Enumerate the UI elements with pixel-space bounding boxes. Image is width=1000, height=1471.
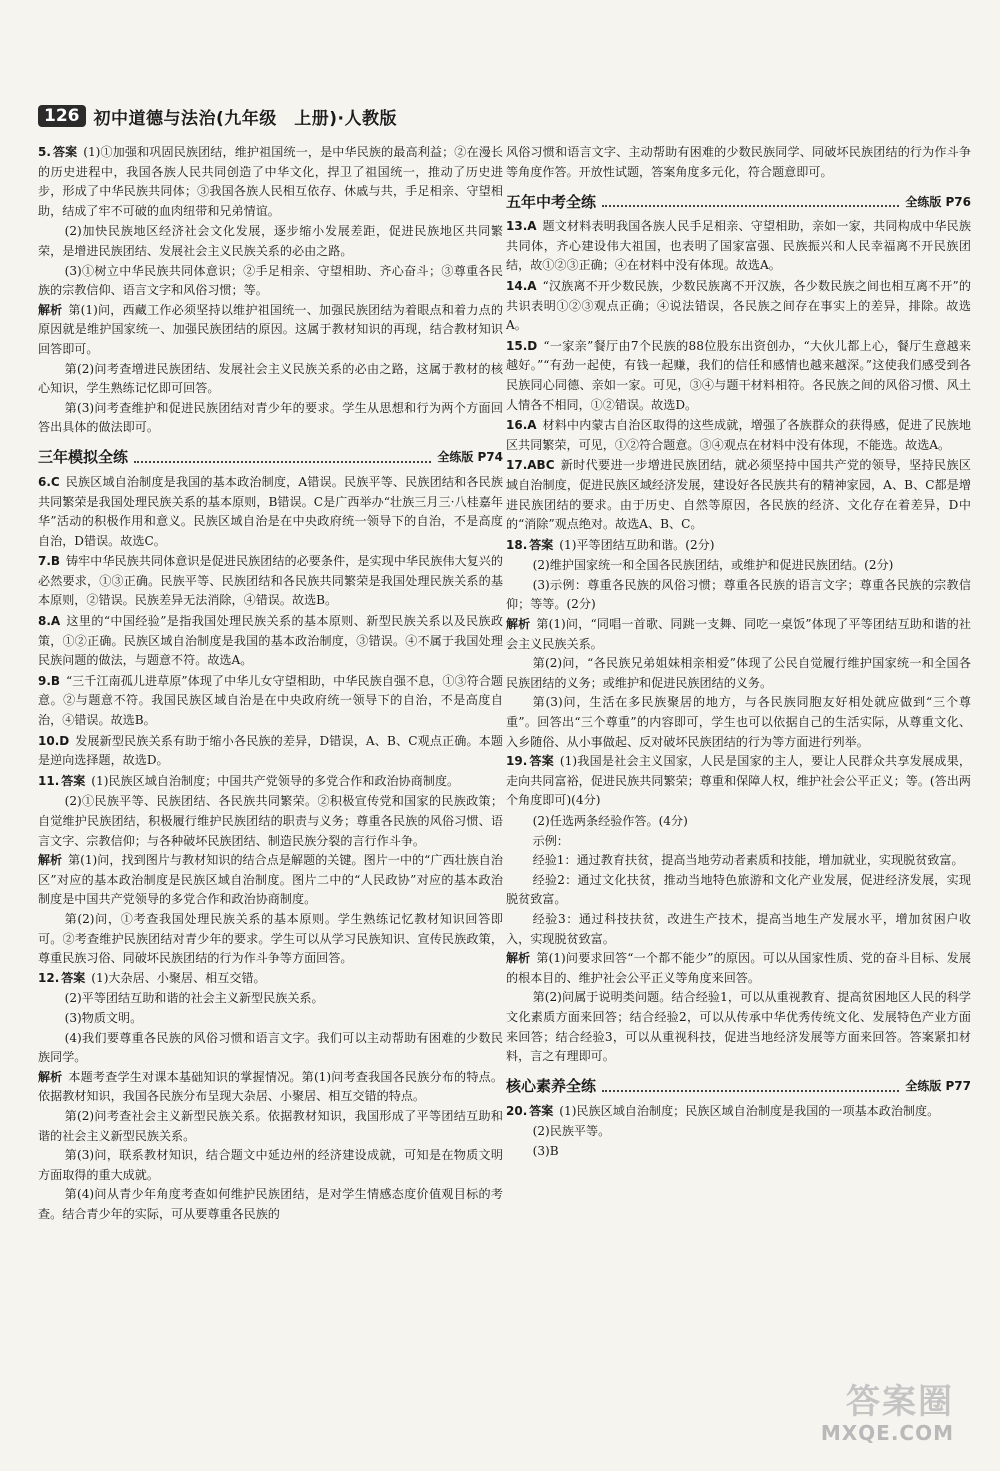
analysis-tag: 解析 (38, 853, 63, 868)
answer-text: 题文材料表明我国各族人民手足相亲、守望相助，亲如一家，共同构成中华民族共同体，齐心建设伟大祖国，也表明了国家富强、民族振兴和人民幸福离不开民族团结，故①②③正确；④在材料中没有体现。故选A。 (506, 219, 971, 273)
answer-tag: 答案 (529, 754, 554, 769)
analysis-text: 第(2)问，“各民族兄弟姐妹相亲相爱”体现了公民自觉履行维护国家统一和全国各民族团结的义务；或维护和促进民族团结的义务。 (506, 656, 971, 690)
analysis-text: 第(2)问，①考查我国处理民族关系的基本原则。学生熟练记忆教材知识回答即可。②考查维护民族团结对青少年的要求。学生可以从学习民族知识、宣传民族政策，尊重民族习俗、同破坏民族团结的行为作斗争等方面回答。 (38, 911, 503, 966)
section-heading (506, 1073, 971, 1097)
analysis-text: 第(1)问要求回答“一个都不能少”的原因。可以从国家性质、党的奋斗目标、发展的根本目的、维护社会公平正义等角度来回答。 (506, 951, 971, 985)
answer-6 (38, 473, 503, 551)
answer-17 (506, 456, 971, 534)
section-page-ref: 全练版 P74 (437, 450, 503, 465)
answer-tag: 答案 (61, 773, 86, 788)
answer-text: 新时代要进一步增进民族团结，就必须坚持中国共产党的领导，坚持民族区域自治制度，促进民族区域经济发展，建设好各民族共有的精神家园，A、B、C都是增进民族团结的要求。由于历史、自然等原因，各民族的经济、文化存在着差异，D中的“消除”观点绝对。故选A、B、C。 (506, 458, 971, 532)
answer-text: 民族区域自治制度是我国的基本政治制度，A错误。民族平等、民族团结和各民族共同繁荣是我国处理民族关系的基本原则，B错误。C是广西举办“壮族三月三·八桂嘉年华”活动的积极作用和意义。民族区域自治是在中央政府统一领导下的自治，不是高度自治，D错误。故选C。 (38, 474, 503, 548)
question-number: 9.B (38, 673, 61, 688)
question-number: 5. (38, 145, 51, 159)
analysis-tag: 解析 (38, 302, 63, 317)
question-number: 18. (506, 537, 528, 552)
answer-text: (4)我们要尊重各民族的风俗习惯和语言文字。我们可以主动帮助有困难的少数民族同学。 (38, 1030, 503, 1065)
answer-text: 材料中内蒙古自治区取得的这些成就，增强了各族群众的获得感，促进了民族地区共同繁荣，可见，①②符合题意。③④观点在材料中没有体现，不能选。故选A。 (506, 418, 971, 452)
answer-tag: 答案 (52, 145, 78, 159)
question-number: 11. (38, 773, 60, 788)
analysis-text: 第(1)问，“同唱一首歌、同跳一支舞、同吃一桌饭”体现了平等团结互助和谐的社会主义民族关系。 (506, 617, 971, 651)
question-number: 10.D (38, 733, 70, 748)
answer-12-continued: 风俗习惯和语言文字、主动帮助有困难的少数民族同学、同破坏民族团结的行为作斗争等角度作答。开放性试题，答案角度多元化，符合题意即可。 (506, 145, 971, 179)
watermark-url: MXQE.COM (820, 1421, 954, 1445)
answer-text: “汉族离不开少数民族，少数民族离不开汉族，各少数民族之间也相互离不开”的共识表明①②③观点正确；④说法错误，各民族之间存在事实上的差异，排除。故选A。 (506, 278, 971, 333)
analysis-paragraph (506, 949, 971, 988)
answer-text: (2)任选两条经验作答。(4分) (532, 814, 688, 828)
question-number: 13.A (506, 219, 537, 234)
answer-text: (1)平等团结互助和谐。(2分) (559, 537, 715, 552)
answer-text: 经验3：通过科技扶贫，改进生产技术，提高当地生产发展水平，增加贫困户收入，实现脱贫致富。 (506, 911, 971, 946)
answer-13 (506, 217, 971, 276)
analysis-tag: 解析 (38, 1069, 63, 1084)
site-watermark (810, 1382, 980, 1449)
answer-8 (38, 612, 503, 671)
analysis-tag: 解析 (506, 617, 531, 632)
dotted-leader (602, 1090, 899, 1092)
answer-10 (38, 732, 503, 771)
answer-text: (2)加快民族地区经济社会文化发展，逐步缩小发展差距，促进民族地区共同繁荣，是增进民族团结、发展社会主义民族关系的必由之路。 (38, 224, 503, 258)
answer-text: 经验1：通过教育扶贫，提高当地劳动者素质和技能，增加就业，实现脱贫致富。 (532, 853, 964, 868)
question-number: 7.B (38, 554, 61, 569)
book-title: 初中道德与法治(九年级 上册)·人教版 (93, 108, 397, 129)
analysis-text: 第(2)问属于说明类问题。结合经验1，可以从重视教育、提高贫困地区人民的科学文化素质方面来回答；结合经验2，可以从传承中华优秀传统文化、发展特色产业方面来回答；结合经验3，可以从重视科技，促进当地经济发展等方面来回答。答案紧扣材料，言之有理即可。 (506, 990, 971, 1064)
answer-text: 发展新型民族关系有助于缩小各民族的差异，D错误，A、B、C观点正确。本题是逆向选择题，故选D。 (38, 733, 503, 768)
answer-text: 铸牢中华民族共同体意识是促进民族团结的必要条件，是实现中华民族伟大复兴的必然要求，①③正确。民族平等、民族团结和各民族共同繁荣是我国处理民族关系的基本原则，②错误。民族差异无法消除，④错误。故选B。 (38, 554, 503, 608)
answer-text: (1)①加强和巩固民族团结，维护祖国统一，是中华民族的最高利益；②在漫长的历史进程中，我国各族人民共同创造了中华文化，捍卫了祖国统一，推动了历史进步，形成了中华民族共同体；③我国各族人民相互依存、休戚与共，手足相亲、守望相助，结成了牢不可破的血肉纽带和兄弟情谊。 (38, 145, 503, 218)
dotted-leader (602, 205, 899, 207)
analysis-text: 第(1)问，西藏工作必须坚持以维护祖国统一、加强民族团结为着眼点和着力点的原因就是维护国家统一、加强民族团结的原因。这属于教材知识的再现，结合教材知识回答即可。 (38, 302, 503, 356)
analysis-text: 第(2)问考查增进民族团结、发展社会主义民族关系的必由之路，这属于教材的核心知识，学生熟练记忆即可回答。 (38, 361, 503, 396)
answer-20 (506, 1102, 971, 1122)
answer-text: (3)B (532, 1143, 559, 1158)
analysis-text: 第(3)问考查维护和促进民族团结对青少年的要求。学生从思想和行为两个方面回答出具体的做法即可。 (38, 400, 503, 435)
analysis-paragraph (38, 1068, 503, 1107)
section-title: 三年模拟全练 (38, 448, 129, 467)
answer-7 (38, 552, 503, 611)
right-column (506, 143, 971, 1162)
answer-text: (3)物质文明。 (64, 1010, 143, 1025)
analysis-text: 第(1)问，找到图片与教材知识的结合点是解题的关键。图片一中的“广西壮族自治区”对应的基本政治制度是民族区域自治制度。图片二中的“人民政协”对应的基本政治制度是中国共产党领导的多党合作和政治协商制度。 (38, 853, 503, 907)
answer-15 (506, 337, 971, 415)
analysis-paragraph (506, 615, 971, 654)
section-heading (38, 444, 503, 468)
analysis-paragraph (38, 301, 503, 360)
answer-16 (506, 416, 971, 455)
answer-11 (38, 772, 503, 792)
answer-text: (2)平等团结互助和谐的社会主义新型民族关系。 (64, 991, 324, 1006)
section-title: 五年中考全练 (506, 192, 597, 211)
answer-text: (1)民族区域自治制度；民族区域自治制度是我国的一项基本政治制度。 (559, 1103, 940, 1118)
analysis-text: 本题考查学生对课本基础知识的掌握情况。第(1)问考查我国各民族分布的特点。依据教材知识，我国各民族分布呈现大杂居、小聚居、相互交错的特点。 (38, 1069, 503, 1104)
answer-14 (506, 277, 971, 336)
answer-text: (1)大杂居、小聚居、相互交错。 (91, 970, 266, 985)
question-number: 20. (506, 1103, 528, 1118)
answer-text: (1)我国是社会主义国家，人民是国家的主人，要让人民群众共享发展成果，走向共同富裕，促进民族共同繁荣；尊重和保障人权，维护社会公平正义；等。(答出两个角度即可)(4分) (506, 754, 971, 808)
answer-text: “三千江南孤儿进草原”体现了中华儿女守望相助，中华民族自强不息，①③符合题意。②与题意不符。我国民族区域自治是在中央政府统一领导下的自治，不是高度自治，④错误。故选B。 (38, 673, 503, 728)
answer-tag: 答案 (529, 1103, 554, 1118)
page-number: 126 (38, 105, 86, 127)
answer-tag: 答案 (61, 970, 86, 985)
question-number: 12. (38, 970, 60, 985)
answer-text: (2)①民族平等、民族团结、各民族共同繁荣。②积极宣传党和国家的民族政策；自觉维护民族团结，积极履行维护民族团结的职责与义务；尊重各民族的风俗习惯、语言文字、宗教信仰；与各种破坏民族团结、制造民族分裂的言行作斗争。 (38, 794, 503, 848)
section-page-ref: 全练版 P77 (905, 1079, 971, 1094)
answer-text: (2)民族平等。 (532, 1124, 611, 1139)
analysis-text: 第(2)问考查社会主义新型民族关系。依据教材知识，我国形成了平等团结互助和谐的社会主义新型民族关系。 (38, 1108, 503, 1143)
analysis-tag: 解析 (506, 951, 531, 966)
answer-text: (3)示例：尊重各民族的风俗习惯；尊重各民族的语言文字；尊重各民族的宗教信仰；等等。(2分) (506, 577, 971, 612)
question-number: 15.D (506, 338, 538, 353)
question-number: 14.A (506, 278, 537, 293)
section-heading (506, 188, 971, 212)
answer-5 (38, 143, 503, 221)
question-number: 6.C (38, 474, 60, 489)
analysis-text: 第(3)问，联系教材知识，结合题文中延边州的经济建设成就，可知是在物质文明方面取得的重大成就。 (38, 1148, 503, 1182)
answer-18 (506, 536, 971, 556)
answer-text: (1)民族区域自治制度；中国共产党领导的多党合作和政治协商制度。 (91, 773, 460, 788)
answer-text: “一家亲”餐厅由7个民族的88位股东出资创办，“大伙儿都上心，餐厅生意越来越好。”“有劲一起使，有钱一起赚，我们的信任和感情也越来越深。”这使我们感受到各民族同心同德、亲如一家。可见，③④与题干材料相符。各民族之间的风俗习惯、风土人情各不相同，①②错误。故选D。 (506, 338, 971, 412)
analysis-text: 第(4)问从青少年角度考查如何维护民族团结，是对学生情感态度价值观目标的考查。结合青少年的实际，可从要尊重各民族的 (38, 1187, 503, 1221)
answer-text: 这里的“中国经验”是指我国处理民族关系的基本原则、新型民族关系以及民族政策，①②正确。民族区域自治制度是我国的基本政治制度，③错误。④不属于我国处理民族问题的做法，与题意不符。故选A。 (38, 614, 503, 668)
section-page-ref: 全练版 P76 (905, 194, 971, 209)
analysis-text: 第(3)问，生活在多民族聚居的地方，与各民族同胞友好相处就应做到“三个尊重”。回答出“三个尊重”的内容即可，学生也可以依据自己的生活实际，从尊重文化、入乡随俗、从小事做起、反对破坏民族团结的行为等方面进行列举。 (506, 695, 971, 749)
question-number: 8.A (38, 614, 61, 629)
question-number: 17.ABC (506, 458, 555, 473)
watermark-logo-text: 答案圈 (846, 1382, 954, 1422)
analysis-paragraph (38, 851, 503, 910)
answer-9 (38, 672, 503, 731)
question-number: 16.A (506, 418, 537, 433)
page-header (38, 102, 968, 130)
left-column (38, 143, 503, 1224)
question-number: 19. (506, 754, 528, 769)
answer-12 (38, 969, 503, 989)
answer-text: (2)维护国家统一和全国各民族团结，或维护和促进民族团结。(2分) (532, 558, 894, 573)
answer-19 (506, 752, 971, 811)
dotted-leader (134, 461, 431, 463)
section-title: 核心素养全练 (506, 1077, 597, 1096)
answer-text: 示例： (532, 833, 569, 848)
answer-tag: 答案 (529, 537, 554, 552)
answer-text: 经验2：通过文化扶贫，推动当地特色旅游和文化产业发展，促进经济发展，实现脱贫致富。 (506, 872, 971, 907)
answer-text: (3)①树立中华民族共同体意识；②手足相亲、守望相助、齐心奋斗；③尊重各民族的宗教信仰、语言文字和风俗习惯；等。 (38, 263, 503, 298)
